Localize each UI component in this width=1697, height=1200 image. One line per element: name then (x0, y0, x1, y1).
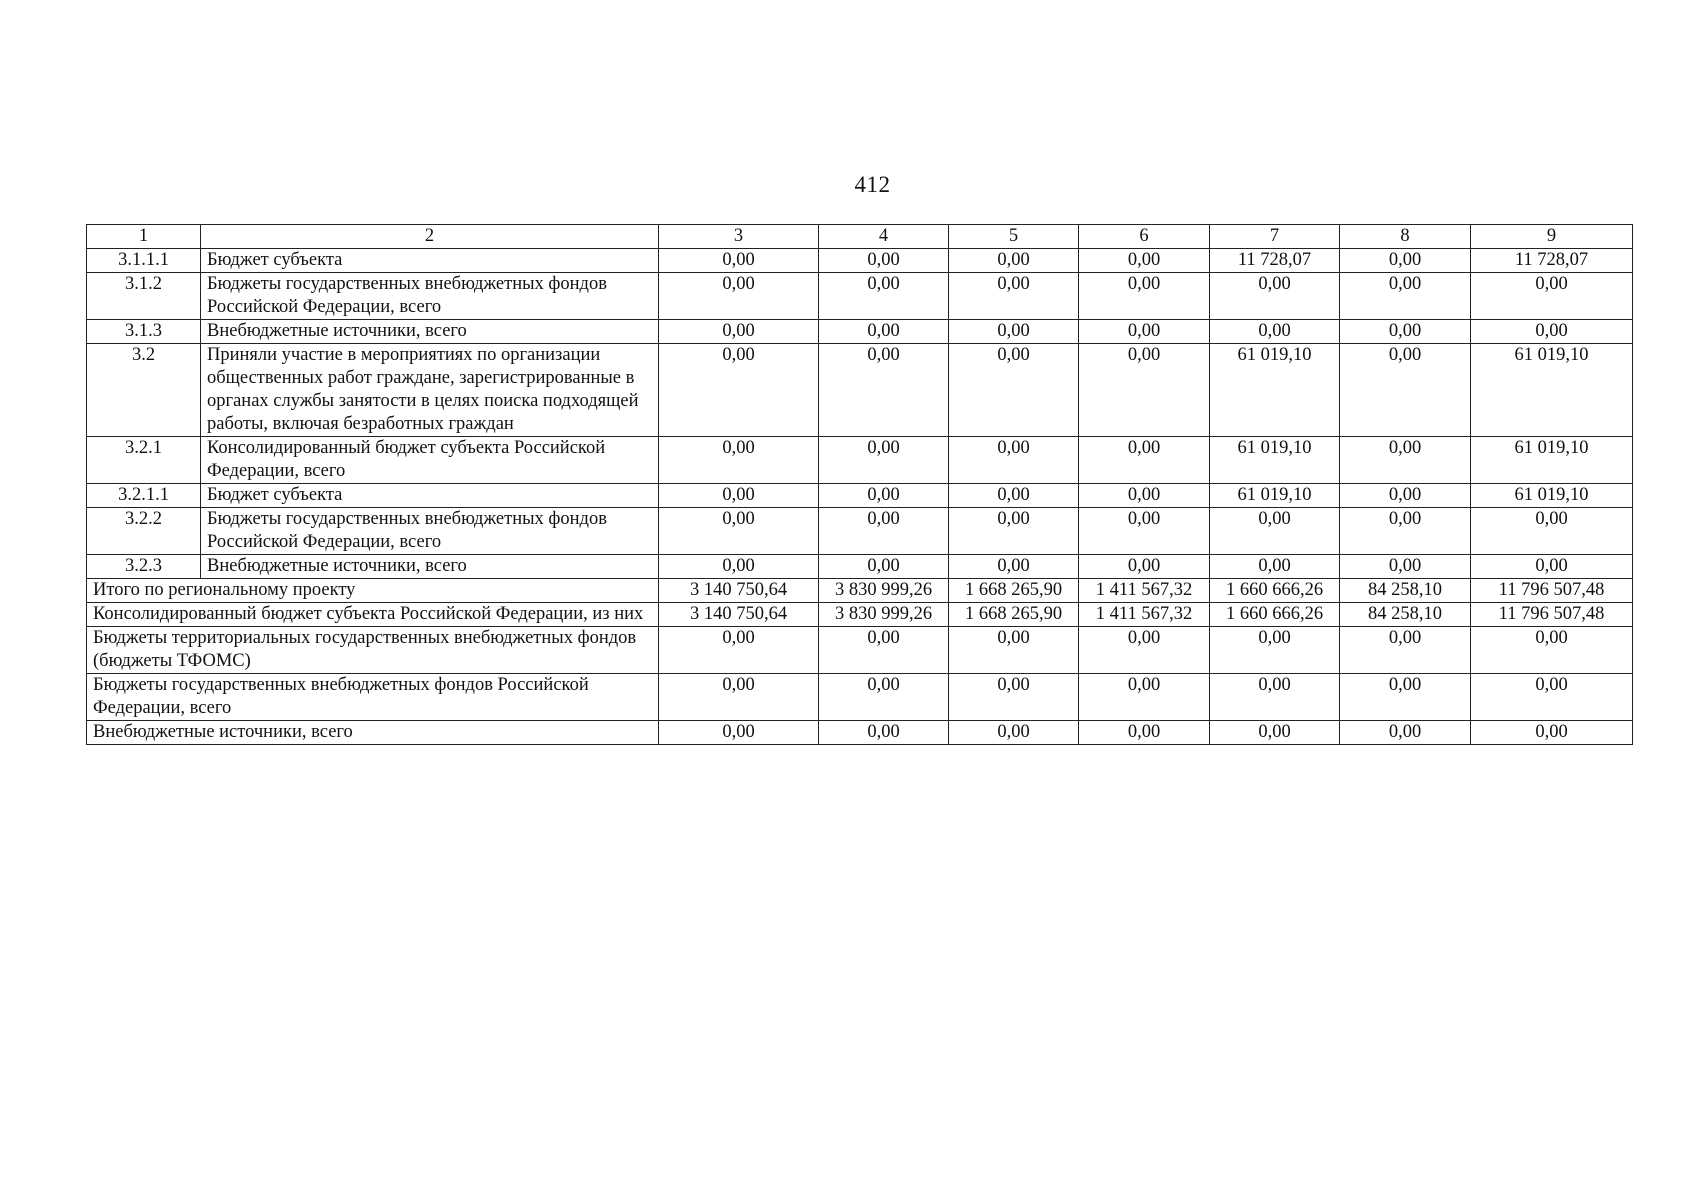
total-value: 11 796 507,48 (1471, 603, 1633, 627)
column-number: 7 (1210, 225, 1340, 249)
row-value: 0,00 (1340, 555, 1471, 579)
total-value: 1 411 567,32 (1079, 603, 1210, 627)
row-value: 0,00 (1079, 437, 1210, 484)
total-value: 3 830 999,26 (819, 579, 949, 603)
column-number: 6 (1079, 225, 1210, 249)
row-value: 0,00 (1340, 437, 1471, 484)
row-value: 0,00 (1471, 555, 1633, 579)
row-value: 0,00 (1340, 320, 1471, 344)
row-value: 0,00 (949, 320, 1079, 344)
row-value: 0,00 (1079, 555, 1210, 579)
total-value: 0,00 (1340, 721, 1471, 745)
row-value: 0,00 (659, 344, 819, 437)
total-value: 1 668 265,90 (949, 603, 1079, 627)
row-value: 0,00 (949, 344, 1079, 437)
total-value: 0,00 (1210, 627, 1340, 674)
total-value: 3 830 999,26 (819, 603, 949, 627)
total-row (87, 627, 1633, 674)
total-value: 0,00 (1340, 627, 1471, 674)
row-value: 0,00 (1210, 320, 1340, 344)
row-value: 61 019,10 (1471, 437, 1633, 484)
row-value: 0,00 (659, 320, 819, 344)
total-value: 0,00 (1210, 721, 1340, 745)
row-value: 61 019,10 (1471, 484, 1633, 508)
total-value: 1 668 265,90 (949, 579, 1079, 603)
total-value: 1 411 567,32 (1079, 579, 1210, 603)
row-value: 0,00 (949, 484, 1079, 508)
budget-table (86, 224, 1633, 745)
row-code: 3.2 (87, 344, 201, 437)
row-value: 0,00 (949, 555, 1079, 579)
total-label: Консолидированный бюджет субъекта Российской Федерации, из них (87, 603, 659, 627)
row-value: 0,00 (1340, 249, 1471, 273)
total-value: 0,00 (949, 627, 1079, 674)
row-value: 0,00 (949, 508, 1079, 555)
row-label: Бюджеты государственных внебюджетных фондов Российской Федерации, всего (201, 273, 659, 320)
row-value: 0,00 (819, 484, 949, 508)
row-label: Внебюджетные источники, всего (201, 320, 659, 344)
total-value: 0,00 (1079, 674, 1210, 721)
row-value: 0,00 (1210, 555, 1340, 579)
row-label: Внебюджетные источники, всего (201, 555, 659, 579)
row-value: 0,00 (819, 249, 949, 273)
column-number: 2 (201, 225, 659, 249)
row-value: 0,00 (1079, 508, 1210, 555)
column-number: 3 (659, 225, 819, 249)
row-value: 0,00 (659, 555, 819, 579)
total-value: 0,00 (819, 674, 949, 721)
total-value: 3 140 750,64 (659, 603, 819, 627)
row-value: 0,00 (659, 273, 819, 320)
column-number: 8 (1340, 225, 1471, 249)
row-code: 3.1.3 (87, 320, 201, 344)
row-value: 0,00 (1079, 273, 1210, 320)
table-row (87, 344, 1633, 437)
total-value: 0,00 (1079, 721, 1210, 745)
total-value: 0,00 (659, 627, 819, 674)
table-row (87, 508, 1633, 555)
row-value: 0,00 (1340, 273, 1471, 320)
table-row (87, 484, 1633, 508)
table-row (87, 273, 1633, 320)
page-number: 412 (854, 172, 891, 197)
row-code: 3.2.3 (87, 555, 201, 579)
total-value: 0,00 (1471, 627, 1633, 674)
column-number: 9 (1471, 225, 1633, 249)
total-value: 0,00 (819, 721, 949, 745)
row-value: 0,00 (1079, 344, 1210, 437)
row-value: 0,00 (1471, 508, 1633, 555)
row-value: 11 728,07 (1471, 249, 1633, 273)
row-value: 0,00 (819, 508, 949, 555)
row-code: 3.2.2 (87, 508, 201, 555)
total-value: 1 660 666,26 (1210, 579, 1340, 603)
row-value: 0,00 (819, 555, 949, 579)
row-value: 0,00 (1210, 273, 1340, 320)
row-value: 0,00 (819, 320, 949, 344)
total-value: 0,00 (1210, 674, 1340, 721)
total-value: 84 258,10 (1340, 579, 1471, 603)
table-row (87, 437, 1633, 484)
total-value: 0,00 (1340, 674, 1471, 721)
row-value: 0,00 (1340, 508, 1471, 555)
row-value: 61 019,10 (1471, 344, 1633, 437)
row-value: 0,00 (1471, 320, 1633, 344)
row-label: Бюджеты государственных внебюджетных фондов Российской Федерации, всего (201, 508, 659, 555)
total-value: 0,00 (1079, 627, 1210, 674)
total-value: 0,00 (1471, 674, 1633, 721)
table-row (87, 249, 1633, 273)
row-value: 11 728,07 (1210, 249, 1340, 273)
row-value: 61 019,10 (1210, 484, 1340, 508)
total-label: Бюджеты территориальных государственных внебюджетных фондов (бюджеты ТФОМС) (87, 627, 659, 674)
row-value: 0,00 (1340, 344, 1471, 437)
total-value: 3 140 750,64 (659, 579, 819, 603)
row-value: 0,00 (949, 273, 1079, 320)
row-value: 0,00 (659, 484, 819, 508)
total-value: 84 258,10 (1340, 603, 1471, 627)
table-row (87, 320, 1633, 344)
column-number: 4 (819, 225, 949, 249)
total-value: 0,00 (949, 721, 1079, 745)
row-value: 61 019,10 (1210, 437, 1340, 484)
row-value: 0,00 (659, 508, 819, 555)
row-value: 0,00 (949, 437, 1079, 484)
row-value: 0,00 (1210, 508, 1340, 555)
row-label: Консолидированный бюджет субъекта Российской Федерации, всего (201, 437, 659, 484)
total-row (87, 579, 1633, 603)
total-row (87, 603, 1633, 627)
row-value: 0,00 (1340, 484, 1471, 508)
row-value: 61 019,10 (1210, 344, 1340, 437)
row-value: 0,00 (1079, 484, 1210, 508)
row-value: 0,00 (1471, 273, 1633, 320)
table-row (87, 555, 1633, 579)
column-number: 5 (949, 225, 1079, 249)
column-number-row (87, 225, 1633, 249)
row-code: 3.1.1.1 (87, 249, 201, 273)
column-number: 1 (87, 225, 201, 249)
total-row (87, 674, 1633, 721)
row-label: Бюджет субъекта (201, 484, 659, 508)
total-value: 0,00 (659, 721, 819, 745)
total-value: 0,00 (659, 674, 819, 721)
total-value: 0,00 (819, 627, 949, 674)
row-value: 0,00 (1079, 249, 1210, 273)
total-value: 1 660 666,26 (1210, 603, 1340, 627)
row-code: 3.2.1 (87, 437, 201, 484)
total-row (87, 721, 1633, 745)
total-label: Бюджеты государственных внебюджетных фондов Российской Федерации, всего (87, 674, 659, 721)
row-value: 0,00 (819, 344, 949, 437)
row-code: 3.2.1.1 (87, 484, 201, 508)
total-value: 0,00 (949, 674, 1079, 721)
row-label: Бюджет субъекта (201, 249, 659, 273)
row-value: 0,00 (659, 249, 819, 273)
row-value: 0,00 (819, 273, 949, 320)
row-code: 3.1.2 (87, 273, 201, 320)
total-label: Внебюджетные источники, всего (87, 721, 659, 745)
row-label: Приняли участие в мероприятиях по организации общественных работ граждане, зарегистрированные в органах службы занятости в целях поиска подходящей работы, включая безработных граждан (201, 344, 659, 437)
total-label: Итого по региональному проекту (87, 579, 659, 603)
row-value: 0,00 (949, 249, 1079, 273)
row-value: 0,00 (1079, 320, 1210, 344)
row-value: 0,00 (819, 437, 949, 484)
row-value: 0,00 (659, 437, 819, 484)
total-value: 0,00 (1471, 721, 1633, 745)
total-value: 11 796 507,48 (1471, 579, 1633, 603)
